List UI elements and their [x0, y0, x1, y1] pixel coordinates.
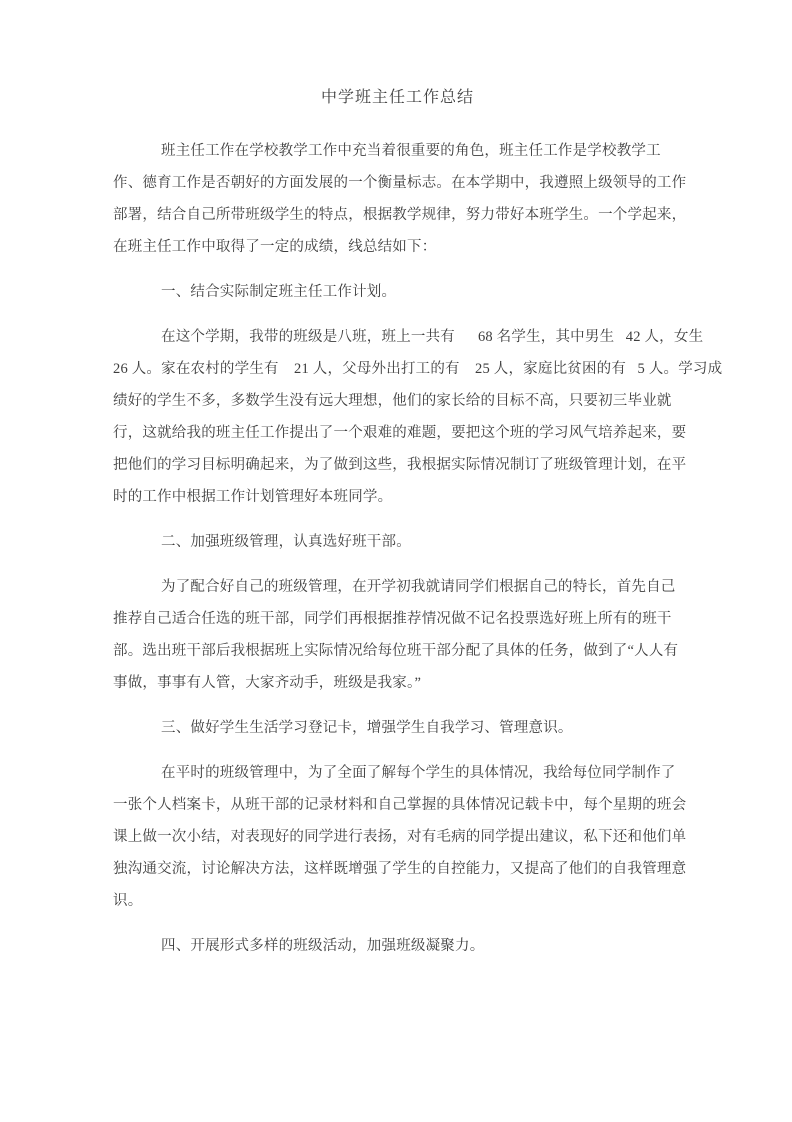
text-line: 绩好的学生不多，多数学生没有远大理想，他们的家长给的目标不高，只要初三毕业就	[113, 393, 672, 409]
text-line: 二、加强班级管理，认真选好班干部。	[161, 534, 411, 550]
text-line: 识。	[113, 893, 143, 909]
text-line: 三、做好学生生活学习登记卡，增强学生自我学习、管理意识。	[161, 720, 573, 736]
text-line: 在班主任工作中取得了一定的成绩，线总结如下：	[113, 239, 437, 255]
paragraph-block	[113, 321, 723, 513]
text-line: 行，这就给我的班主任工作提出了一个艰难的难题，要把这个班的学习风气培养起来，要	[113, 425, 687, 441]
document-title: 中学班主任工作总结	[320, 89, 474, 106]
text-line: 一、结合实际制定班主任工作计划。	[161, 284, 397, 300]
paragraph-block	[113, 571, 682, 699]
text-line: 推荐自己适合任选的班干部，同学们再根据推荐情况做不记名投票选好班上所有的班干	[113, 611, 672, 627]
section-heading	[113, 712, 682, 744]
text-line: 事做，事事有人管，大家齐动手，班级是我家。”	[113, 675, 422, 691]
text-line: 在平时的班级管理中，为了全面了解每个学生的具体情况，我给每位同学制作了	[161, 765, 676, 781]
text-line: 26 人。家在农村的学生有 21 人，父母外出打工的有 25 人，家庭比贫困的有 5 人。学习成	[113, 361, 723, 377]
section-heading	[113, 526, 682, 558]
text-line: 四、开展形式多样的班级活动，加强班级凝聚力。	[161, 938, 485, 954]
text-line: 部署，结合自己所带班级学生的特点，根据教学规律，努力带好本班学生。一个学起来，	[113, 207, 687, 223]
text-line: 为了配合好自己的班级管理，在开学初我就请同学们根据自己的特长，首先自己	[161, 579, 676, 595]
document-body	[113, 135, 723, 962]
section-heading	[113, 930, 682, 962]
text-line: 课上做一次小结，对表现好的同学进行表扬，对有毛病的同学提出建议，私下还和他们单	[113, 829, 687, 845]
paragraph-block	[113, 135, 687, 263]
text-line: 部。选出班干部后我根据班上实际情况给每位班干部分配了具体的任务，做到了“人人有	[113, 643, 679, 659]
text-line: 独沟通交流，讨论解决方法，这样既增强了学生的自控能力，又提高了他们的自我管理意	[113, 861, 687, 877]
section-heading	[113, 276, 682, 308]
paragraph-block	[113, 757, 687, 917]
text-line: 时的工作中根据工作计划管理好本班同学。	[113, 489, 393, 505]
text-line: 一张个人档案卡，从班干部的记录材料和自己掌握的具体情况记载卡中，每个星期的班会	[113, 797, 687, 813]
text-line: 把他们的学习目标明确起来，为了做到这些，我根据实际情况制订了班级管理计划，在平	[113, 457, 687, 473]
text-line: 班主任工作在学校教学工作中充当着很重要的角色，班主任工作是学校教学工	[161, 143, 661, 159]
text-line: 在这个学期，我带的班级是八班，班上一共有 68 名学生，其中男生 42 人，女生	[161, 329, 704, 345]
text-line: 作、德育工作是否朝好的方面发展的一个衡量标志。在本学期中，我遵照上级领导的工作	[113, 175, 687, 191]
